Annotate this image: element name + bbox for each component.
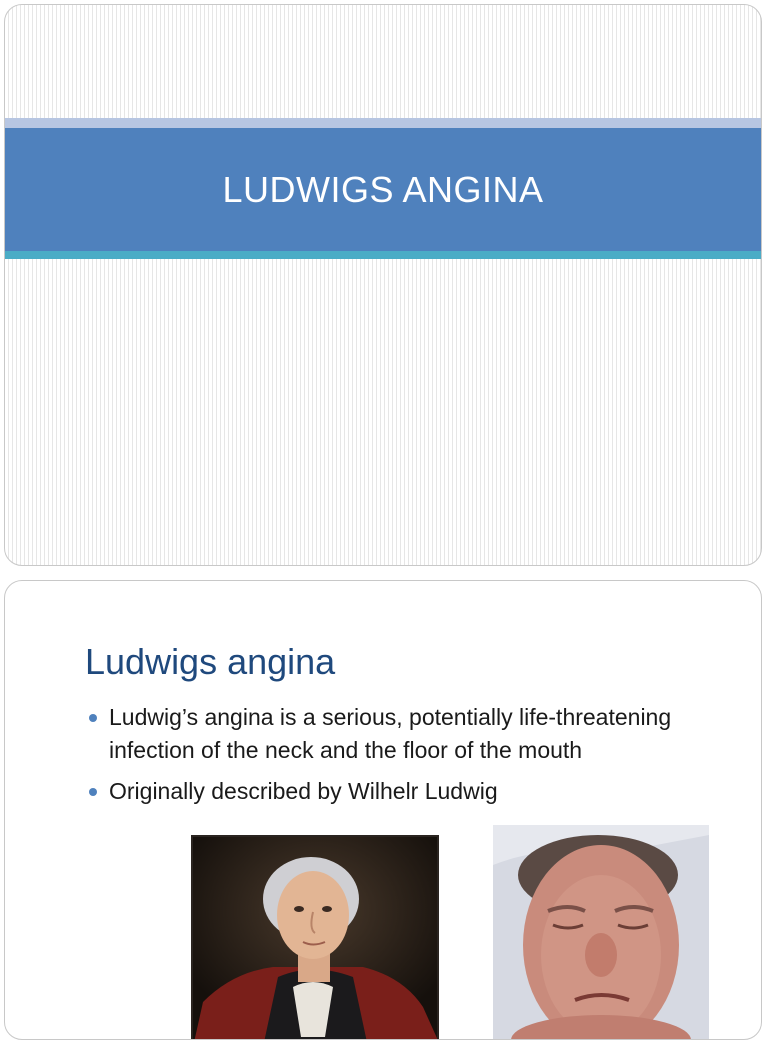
content-slide	[4, 580, 762, 1040]
bullet-dot-icon	[89, 714, 97, 722]
slide-heading: Ludwigs angina	[85, 641, 336, 682]
patient-photo-image	[493, 825, 709, 1040]
bullet-list	[85, 701, 725, 816]
bullet-text: Ludwig’s angina is a serious, potentially life-threatening infection of the neck and the floor of the mouth	[109, 704, 672, 763]
bullet-item	[85, 775, 509, 808]
bullet-text: Originally described by Wilhelr Ludwig	[109, 778, 498, 804]
slide-title: LUDWIGS ANGINA	[222, 168, 544, 210]
bullet-item	[85, 701, 725, 767]
portrait-painting-image	[191, 835, 439, 1040]
title-band-top-stripe	[5, 118, 761, 128]
title-band-bottom-stripe	[5, 251, 761, 259]
bullet-dot-icon	[89, 788, 97, 796]
title-slide	[4, 4, 762, 566]
title-band	[5, 128, 761, 251]
